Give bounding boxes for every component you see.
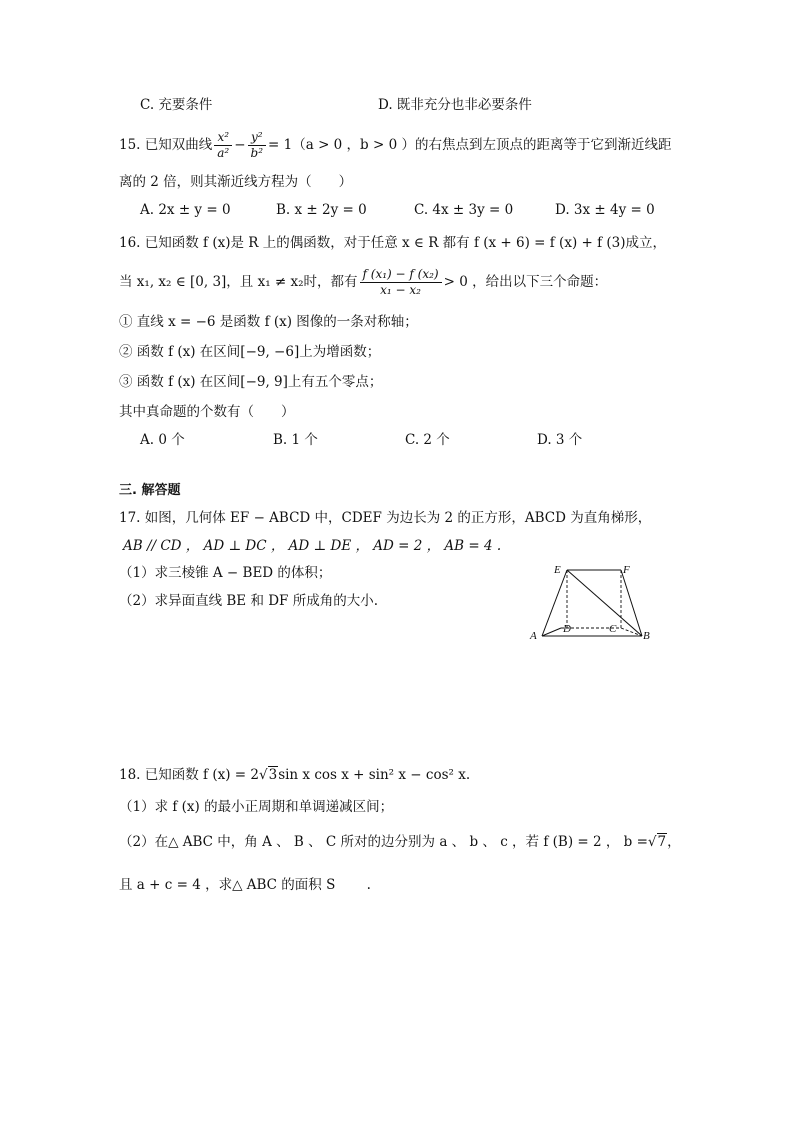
q18-part2-comma: ， (667, 834, 681, 850)
q16-proposition-3: ③ 函数 f (x) 在区间[−9, 9]上有五个零点； (119, 374, 383, 390)
q15-fraction-y: $\frac{\text{y²}}{\text{b²}}$ (248, 130, 267, 161)
q16-condition-end: > 0 ，给出以下三个命题： (443, 274, 608, 290)
q16-question: 其中真命题的个数有（ ） (119, 404, 295, 420)
label-A: A (530, 630, 537, 642)
q15-option-d: D. 3x ± 4y = 0 (555, 202, 655, 218)
q16-line1: 16. 已知函数 f (x)是 R 上的偶函数，对于任意 x ∈ R 都有 f (x + 6) = f (x) + f (3)成立， (119, 235, 667, 251)
q17-line1: 17. 如图，几何体 EF − ABCD 中，CDEF 为边长为 2 的正方形，ABCD 为直角梯形， (119, 510, 652, 526)
q18-line1: 18. 已知函数 f (x) = 2√3sin x cos x + sin² x − cos² x. (119, 767, 471, 783)
q16-condition: 当 x₁, x₂ ∈ [0, 3]，且 x₁ ≠ x₂时，都有 (119, 274, 358, 290)
q15-line2: 离的 2 倍，则其渐近线方程为（ ） (119, 174, 353, 190)
q18-sqrt-value: 3 (268, 767, 278, 783)
q18-line3: 且 a + c = 4 ，求△ ABC 的面积 S . (119, 877, 371, 893)
q15-equation-rest: = 1（a > 0 ，b > 0 ）的右焦点到左顶点的距离等于它到渐近线距 (268, 137, 672, 153)
q16-option-d: D. 3 个 (537, 432, 583, 448)
q14-option-c: C. 充要条件 (140, 97, 213, 113)
q16-proposition-1: ① 直线 x = −6 是函数 f (x) 图像的一条对称轴； (119, 314, 418, 330)
label-B: B (643, 630, 650, 642)
label-F: F (623, 564, 630, 576)
label-E: E (554, 564, 561, 576)
q16-fraction: $\frac{\text{f (x₁) − f (x₂)}}{\text{x₁ − x₂}}$ (360, 267, 442, 298)
q17-part1: （1）求三棱锥 A − BED 的体积； (119, 565, 332, 581)
q18-function-start: 18. 已知函数 f (x) = 2 (119, 767, 259, 783)
q17-geometry-figure (525, 560, 660, 645)
q16-option-a: A. 0 个 (140, 432, 185, 448)
q15-fraction-x: $\frac{\text{x²}}{\text{a²}}$ (214, 130, 232, 161)
q18-part1: （1）求 f (x) 的最小正周期和单调递减区间； (119, 799, 394, 815)
q18-part2-text: （2）在△ ABC 中，角 A 、 B 、 C 所对的边分别为 a 、 b 、 c ，若 f (B) = 2 ， b = (119, 834, 648, 850)
q16-option-c: C. 2 个 (405, 432, 450, 448)
q15-option-b: B. x ± 2y = 0 (276, 202, 367, 218)
q18-part2-sqrt: 7 (657, 834, 667, 850)
q15-number: 15. 已知双曲线 (119, 137, 213, 153)
q16-line2 (119, 262, 607, 302)
section-heading: 三. 解答题 (119, 483, 181, 498)
q15-stem (119, 128, 671, 162)
q15-option-a: A. 2x ± y = 0 (140, 202, 231, 218)
q15-minus: − (234, 137, 246, 153)
q15-option-c: C. 4x ± 3y = 0 (414, 202, 514, 218)
q18-part2: （2）在△ ABC 中，角 A 、 B 、 C 所对的边分别为 a 、 b 、 c ，若 f (B) = 2 ， b =√7， (119, 834, 681, 850)
q14-option-d: D. 既非充分也非必要条件 (378, 97, 532, 113)
q18-function-end: sin x cos x + sin² x − cos² x. (278, 767, 471, 783)
q16-option-b: B. 1 个 (273, 432, 318, 448)
q16-proposition-2: ② 函数 f (x) 在区间[−9, −6]上为增函数； (119, 344, 381, 360)
q17-line2: AB // CD ， AD ⊥ DC ， AD ⊥ DE ， AD = 2 ， AB = 4 . (123, 538, 502, 554)
edge-CB-hidden (621, 628, 642, 636)
label-C: C (609, 623, 617, 635)
edge-EB (567, 570, 642, 636)
q17-part2: （2）求异面直线 BE 和 DF 所成角的大小. (119, 593, 379, 609)
label-D: D (563, 623, 571, 635)
